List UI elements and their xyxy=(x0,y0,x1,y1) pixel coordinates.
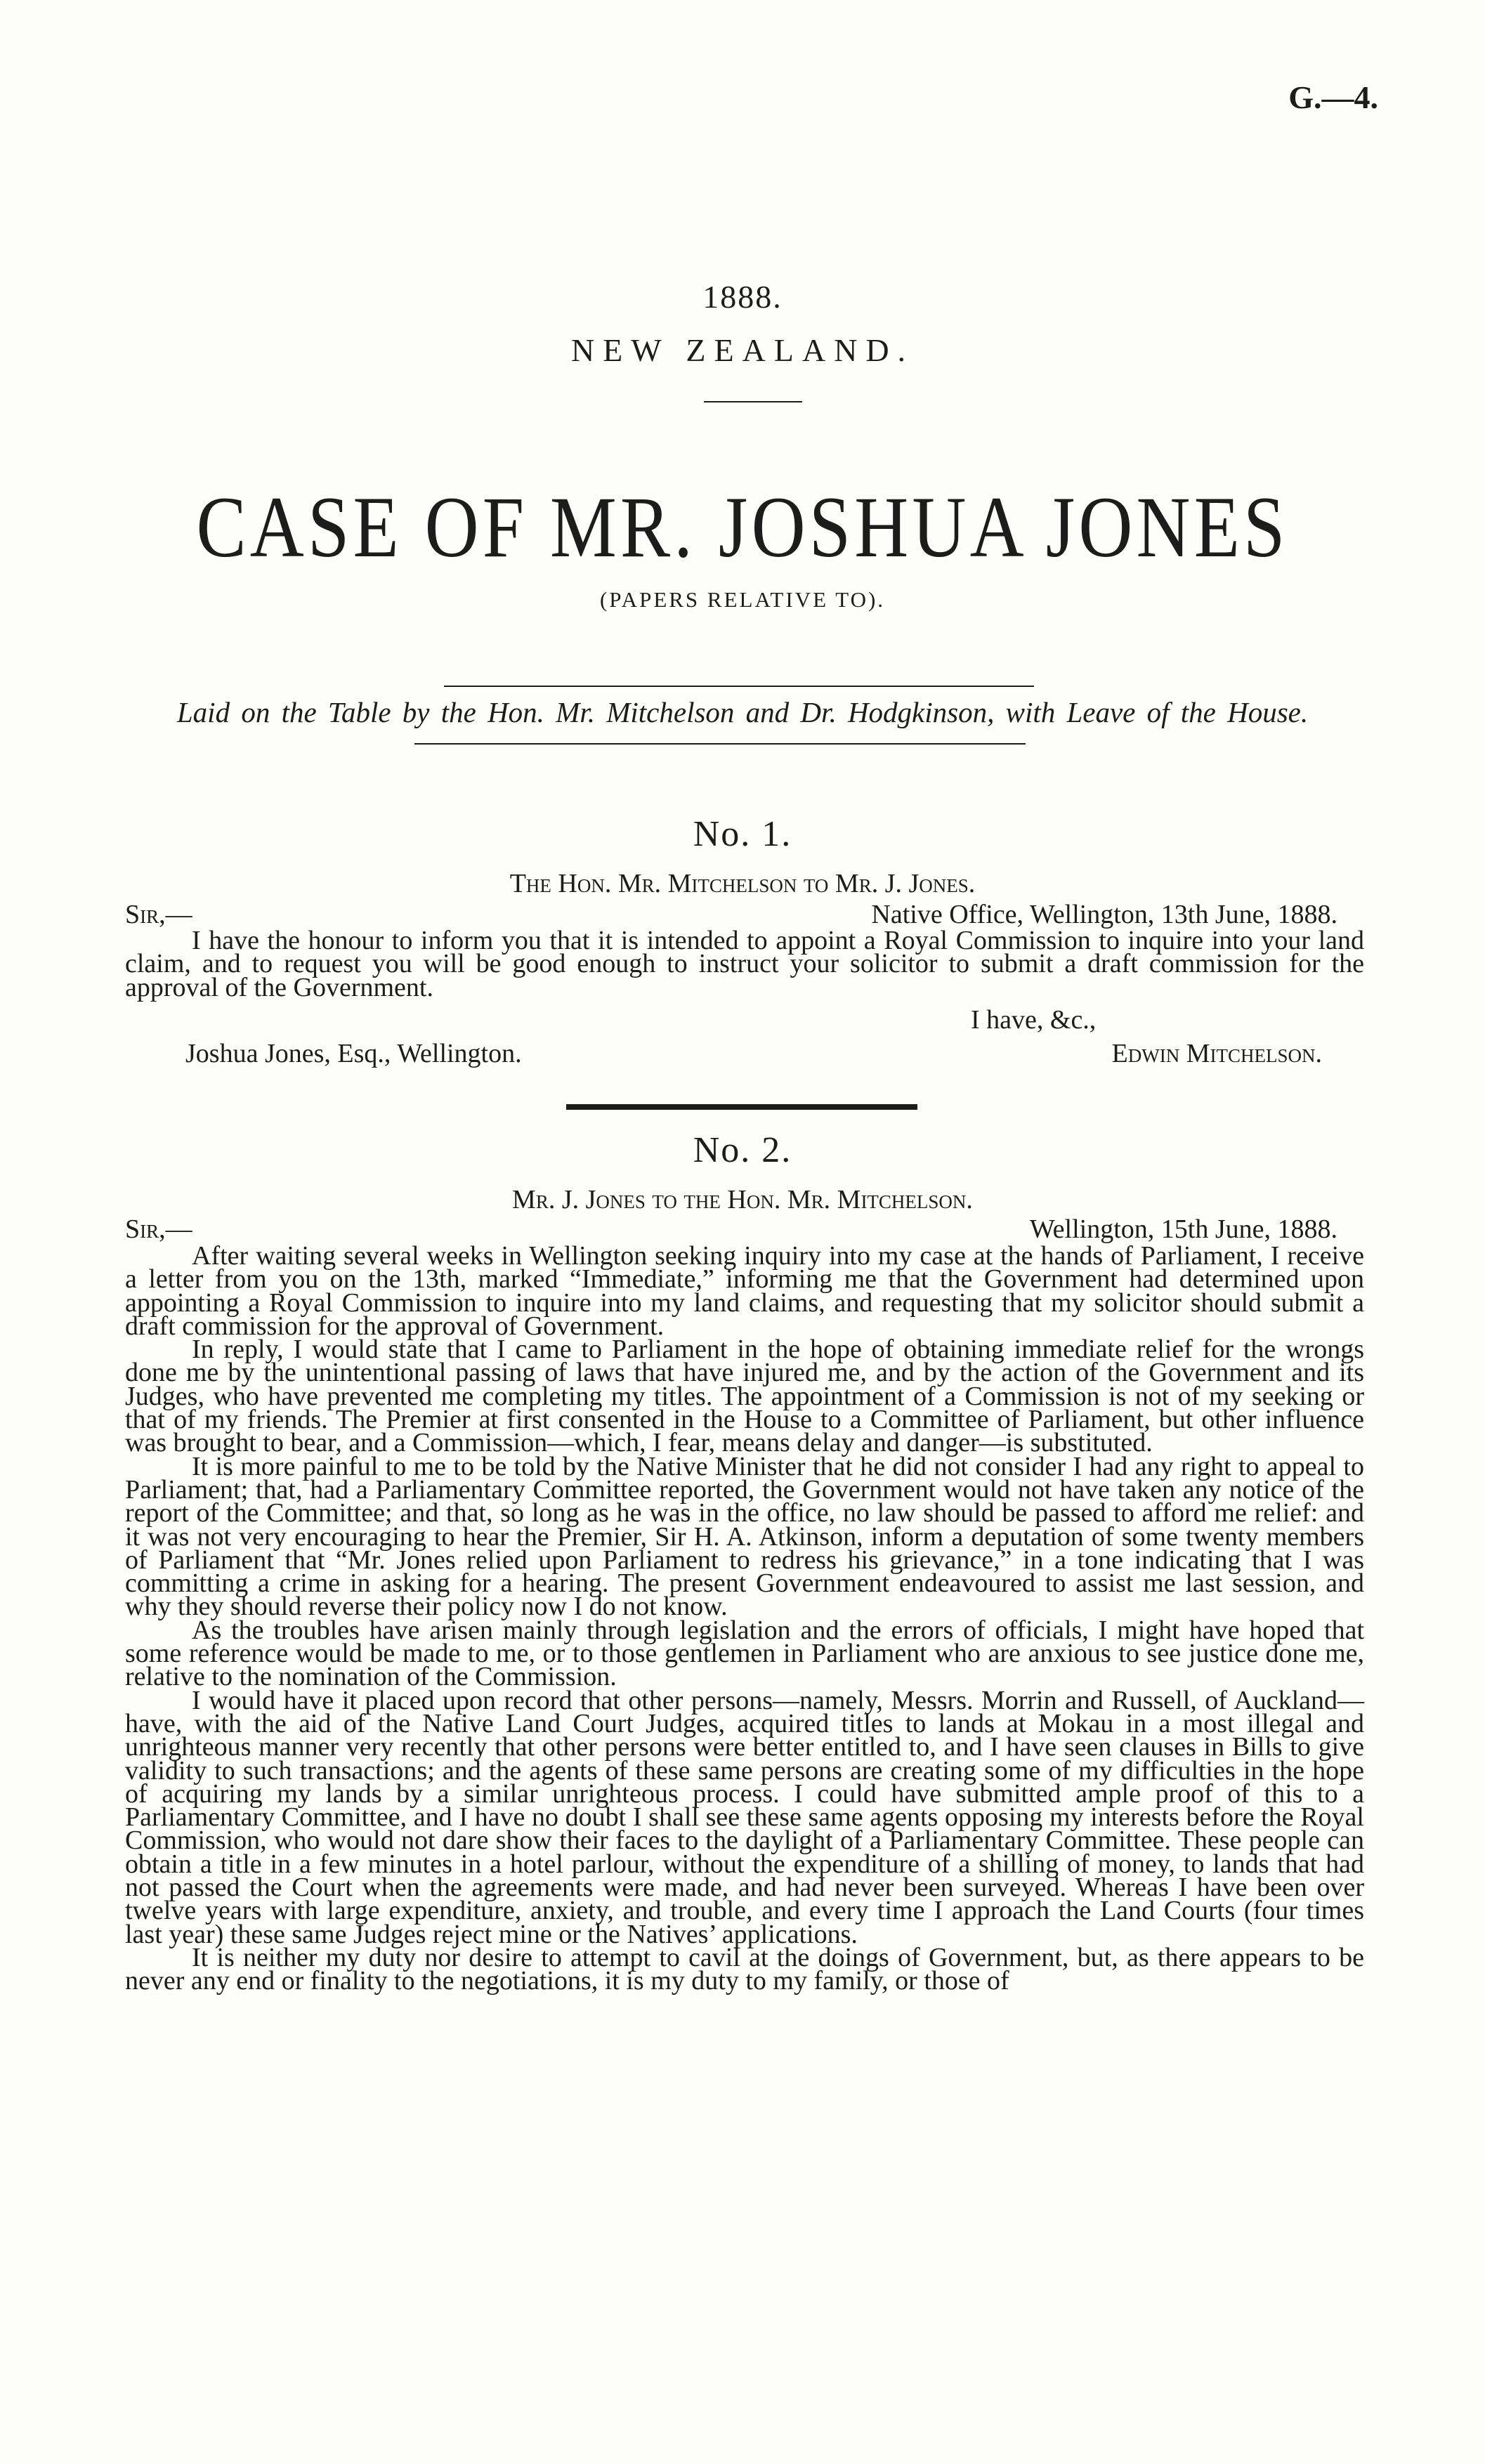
doc1-closing: I have, &c., xyxy=(971,1005,1097,1035)
laid-bottom-rule xyxy=(414,743,1026,745)
doc2-salutation: Sir,— xyxy=(125,1214,192,1244)
page-title: CASE OF MR. JOSHUA JONES xyxy=(196,479,1289,575)
doc2-paragraph-5: I would have it placed upon record that other persons—namely, Messrs. Morrin and Russell, of Auckland—have, with the aid of the Native Land Court Judges, acquired titles to lands at Mokau in a most illegal and unrighteous manner very recently that other persons were better entitled to, and I have seen clauses in Bills to give validity to such transactions; and the agents of these same persons are creating some of my difficulties in the hope of acquiring my lands by a similar unrighteous process. I could have submitted ample proof of this to a Parliamentary Committee, and I have no doubt I shall see these same agents opposing my interests before the Royal Commission, who would not dare show their faces to the daylight of a Parliamentary Committee. These people can obtain a title in a few minutes in a hotel parlour, without the expenditure of a shilling of money, to lands that had not passed the Court when the agreements were made, and had never been surveyed. Whereas I have been over twelve years with large expenditure, anxiety, and trouble, and every time I approach the Land Courts (four times last year) these same Judges reject mine or the Natives’ applications. xyxy=(125,1685,1364,1949)
header-divider xyxy=(704,401,802,402)
laid-statement: Laid on the Table by the Hon. Mr. Mitchelson and Dr. Hodgkinson, with Leave of the House. xyxy=(176,696,1309,728)
doc2-body xyxy=(125,1241,1364,1996)
doc1-from-to: The Hon. Mr. Mitchelson to Mr. J. Jones. xyxy=(509,869,976,898)
doc1-signature: Edwin Mitchelson. xyxy=(1111,1039,1322,1068)
country-heading: NEW ZEALAND. xyxy=(570,332,915,368)
page-subtitle: (PAPERS RELATIVE TO). xyxy=(599,587,886,612)
doc2-from-to: Mr. J. Jones to the Hon. Mr. Mitchelson. xyxy=(512,1185,973,1214)
doc2-paragraph-2: In reply, I would state that I came to Parliament in the hope of obtaining immediate relief for the wrongs done me by the unintentional passing of laws that have injured me, and by the action of the Government and its Judges, who have prevented me completing my titles. The appointment of a Commission is not of my seeking or that of my friends. The Premier at first consented in the House to a Committee of Parliament, but other influence was brought to bear, and a Commission—which, I fear, means delay and danger—is substituted. xyxy=(125,1335,1364,1458)
series-code: G.—4. xyxy=(1288,79,1378,115)
publication-year: 1888. xyxy=(702,279,783,315)
section-divider xyxy=(566,1104,917,1110)
laid-top-rule xyxy=(444,686,1034,687)
doc2-place-date: Wellington, 15th June, 1888. xyxy=(1029,1214,1337,1244)
doc1-number: No. 1. xyxy=(693,814,792,854)
doc1-paragraph: I have the honour to inform you that it is intended to appoint a Royal Commission to inquire into your land claim, and to request you will be good enough to instruct your solicitor to submit a draft commission for the approval of the Government. xyxy=(125,926,1364,1002)
doc1-body xyxy=(125,926,1364,1002)
doc2-number: No. 2. xyxy=(693,1130,792,1170)
doc1-salutation: Sir,— xyxy=(125,900,192,929)
doc2-paragraph-3: It is more painful to me to be told by the Native Minister that he did not consider I had any right to appeal to Parliament; that, had a Parliamentary Committee reported, the Government would not have taken any notice of the report of the Committee; and that, so long as he was in the office, no law should be passed to afford me relief: and it was not very encouraging to hear the Premier, Sir H. A. Atkinson, inform a deputation of some twenty members of Parliament that “Mr. Jones relied upon Parliament to redress his grievance,” in a tone indicating that I was committing a crime in asking for a hearing. The present Government endeavoured to assist me last session, and why they should reverse their policy now I do not know. xyxy=(125,1451,1364,1622)
doc1-addressee: Joshua Jones, Esq., Wellington. xyxy=(185,1039,522,1068)
doc2-paragraph-6: It is neither my duty nor desire to attempt to cavil at the doings of Government, but, as there appears to be never any end or finality to the negotiations, it is my duty to my family, or those of xyxy=(125,1942,1364,1996)
doc1-place-date: Native Office, Wellington, 13th June, 1888. xyxy=(871,900,1337,929)
doc2-paragraph-4: As the troubles have arisen mainly through legislation and the errors of officials, I might have hoped that some reference would be made to me, or to those gentlemen in Parliament who are anxious to see justice done me, relative to the nomination of the Commission. xyxy=(125,1615,1364,1692)
doc2-paragraph-1: After waiting several weeks in Wellington seeking inquiry into my case at the hands of Parliament, I receive a letter from you on the 13th, marked “Immediate,” informing me that the Government had determined upon appointing a Royal Commission to inquire into my land claims, and requesting that my solicitor should submit a draft commission for the approval of Government. xyxy=(125,1241,1364,1341)
